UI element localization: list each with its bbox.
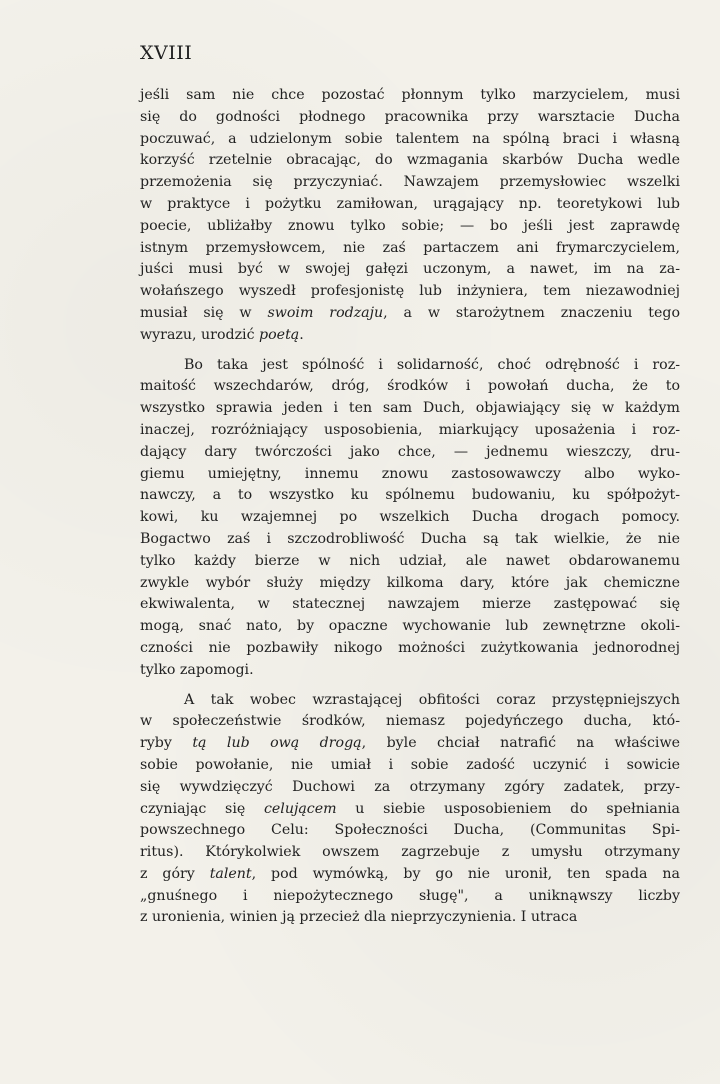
text-run: „gnuśnego i niepożytecznego sługę", a uniknąwszy liczby bbox=[140, 887, 680, 904]
text-run: , pod wymówką, by go nie uronił, ten spada na bbox=[251, 865, 680, 882]
text-run: . bbox=[299, 326, 304, 343]
text-line bbox=[140, 777, 680, 799]
italic-text: talent bbox=[209, 865, 252, 882]
text-run: kowi, ku wzajemnej po wszelkich Ducha drogach pomocy. bbox=[140, 509, 680, 526]
text-line bbox=[140, 573, 680, 595]
text-line bbox=[140, 660, 680, 682]
text-run: maitość wszechdarów, dróg, środków i powołań ducha, że to bbox=[140, 378, 680, 395]
text-line bbox=[140, 690, 680, 712]
text-run: giemu umiejętny, innemu znowu zastosowawczy albo wyko- bbox=[140, 465, 680, 482]
text-line bbox=[140, 259, 680, 281]
text-line bbox=[140, 551, 680, 573]
text-line bbox=[140, 907, 680, 929]
text-line bbox=[140, 216, 680, 238]
text-line bbox=[140, 355, 680, 377]
italic-text: celującem bbox=[263, 800, 337, 817]
text-run: powszechnego Celu: Społeczności Ducha, (Communitas Spi- bbox=[140, 822, 680, 839]
text-line bbox=[140, 398, 680, 420]
text-line bbox=[140, 616, 680, 638]
text-run: przemożenia się przyczyniać. Nawzajem przemysłowiec wszelki bbox=[140, 174, 680, 191]
text-line bbox=[140, 420, 680, 442]
paragraph bbox=[140, 690, 680, 930]
text-line bbox=[140, 886, 680, 908]
text-run: wyrazu, urodzić bbox=[140, 326, 260, 343]
text-line bbox=[140, 172, 680, 194]
text-run: z uronienia, winien ją przecież dla nieprzyczynienia. I utraca bbox=[140, 909, 578, 926]
text-line bbox=[140, 442, 680, 464]
text-run: inaczej, rozróżniający usposobienia, miarkujący uposażenia i roz- bbox=[140, 421, 680, 438]
text-run: A tak wobec wzrastającej obfitości coraz przystępniejszych bbox=[184, 691, 680, 708]
text-line bbox=[140, 464, 680, 486]
text-run: sobie powołanie, nie umiał i sobie zadość uczynić i sowicie bbox=[140, 756, 680, 773]
paragraph bbox=[140, 355, 680, 682]
text-run: poecie, ubliżałby znowu tylko sobie; — bo jeśli jest zaprawdę bbox=[140, 217, 680, 234]
text-run: nawczy, a to wszystko ku spólnemu budowaniu, ku spółpożyt- bbox=[140, 487, 680, 504]
text-line bbox=[140, 638, 680, 660]
text-line bbox=[140, 594, 680, 616]
italic-text: poetą bbox=[259, 326, 300, 343]
text-line bbox=[140, 325, 680, 347]
text-run: , byle chciał natrafić na właściwe bbox=[361, 735, 680, 752]
text-run: mogą, snać nato, by opaczne wychowanie lub zewnętrzne okoli- bbox=[140, 618, 680, 635]
text-run: ekwiwalenta, w statecznej nawzajem mierze zastępować się bbox=[140, 596, 680, 613]
text-run: się do godności płodnego pracownika przy warsztacie Ducha bbox=[140, 108, 680, 125]
text-run: w praktyce i pożytku zamiłowan, urągający np. teoretykowi lub bbox=[140, 195, 680, 212]
text-line bbox=[140, 194, 680, 216]
body-text bbox=[140, 85, 680, 929]
page-number: XVIII bbox=[140, 42, 193, 64]
text-run: Bogactwo zaś i szczodrobliwość Ducha są tak wielkie, że nie bbox=[140, 530, 680, 547]
text-line bbox=[140, 129, 680, 151]
text-run: czności nie pozbawiły nikogo możności zużytkowania jednorodnej bbox=[140, 639, 680, 656]
text-run: ryby bbox=[140, 735, 193, 752]
text-line bbox=[140, 711, 680, 733]
text-run: juści musi być w swojej gałęzi uczonym, a nawet, im na za- bbox=[140, 261, 680, 278]
text-run: u siebie usposobieniem do spełniania bbox=[336, 800, 680, 817]
text-run: wszystko sprawia jeden i ten sam Duch, objawiający się w każdym bbox=[140, 400, 680, 417]
text-line bbox=[140, 755, 680, 777]
text-line bbox=[140, 733, 680, 755]
text-line bbox=[140, 85, 680, 107]
text-line bbox=[140, 303, 680, 325]
text-line bbox=[140, 150, 680, 172]
text-run: czyniając się bbox=[140, 800, 264, 817]
text-line bbox=[140, 799, 680, 821]
text-run: korzyść rzetelnie obracając, do wzmagania skarbów Ducha wedle bbox=[140, 152, 680, 169]
text-run: zwykle wybór służy między kilkoma dary, które jak chemiczne bbox=[140, 574, 680, 591]
text-run: tylko zapomogi. bbox=[140, 661, 254, 678]
text-line bbox=[140, 529, 680, 551]
text-line bbox=[140, 238, 680, 260]
text-run: tylko każdy bierze w nich udział, ale nawet obdarowanemu bbox=[140, 552, 680, 569]
text-line bbox=[140, 842, 680, 864]
text-run: jeśli sam nie chce pozostać płonnym tylko marzycielem, musi bbox=[140, 87, 680, 103]
text-run: istnym przemysłowcem, nie zaś partaczem ani frymarczycielem, bbox=[140, 239, 680, 256]
text-run: Bo taka jest spólność i solidarność, choć odrębność i roz- bbox=[184, 356, 680, 373]
italic-text: swoim rodzaju bbox=[267, 304, 384, 321]
text-run: ritus). Którykolwiek owszem zagrzebuje z umysłu otrzymany bbox=[140, 844, 680, 861]
text-line bbox=[140, 820, 680, 842]
text-run: się wywdzięczyć Duchowi za otrzymany zgóry zadatek, przy- bbox=[140, 778, 680, 795]
text-run: musiał się w bbox=[140, 304, 268, 321]
text-run: wołańszego wyszedł profesjonistę lub inżyniera, tem niezawodniej bbox=[140, 283, 680, 300]
text-run: , a w starożytnem znaczeniu tego bbox=[383, 304, 681, 321]
text-line bbox=[140, 281, 680, 303]
text-line bbox=[140, 107, 680, 129]
text-run: z góry bbox=[140, 865, 210, 882]
text-run: dający dary twórczości jako chce, — jednemu wieszczy, dru- bbox=[140, 443, 680, 460]
text-run: w społeczeństwie środków, niemasz pojedyńczego ducha, któ- bbox=[140, 713, 680, 730]
text-line bbox=[140, 376, 680, 398]
paragraph bbox=[140, 85, 680, 347]
italic-text: tą lub ową drogą bbox=[192, 735, 362, 752]
text-line bbox=[140, 485, 680, 507]
text-line bbox=[140, 864, 680, 886]
text-run: poczuwać, a udzielonym sobie talentem na spólną braci i własną bbox=[140, 130, 680, 147]
text-line bbox=[140, 507, 680, 529]
